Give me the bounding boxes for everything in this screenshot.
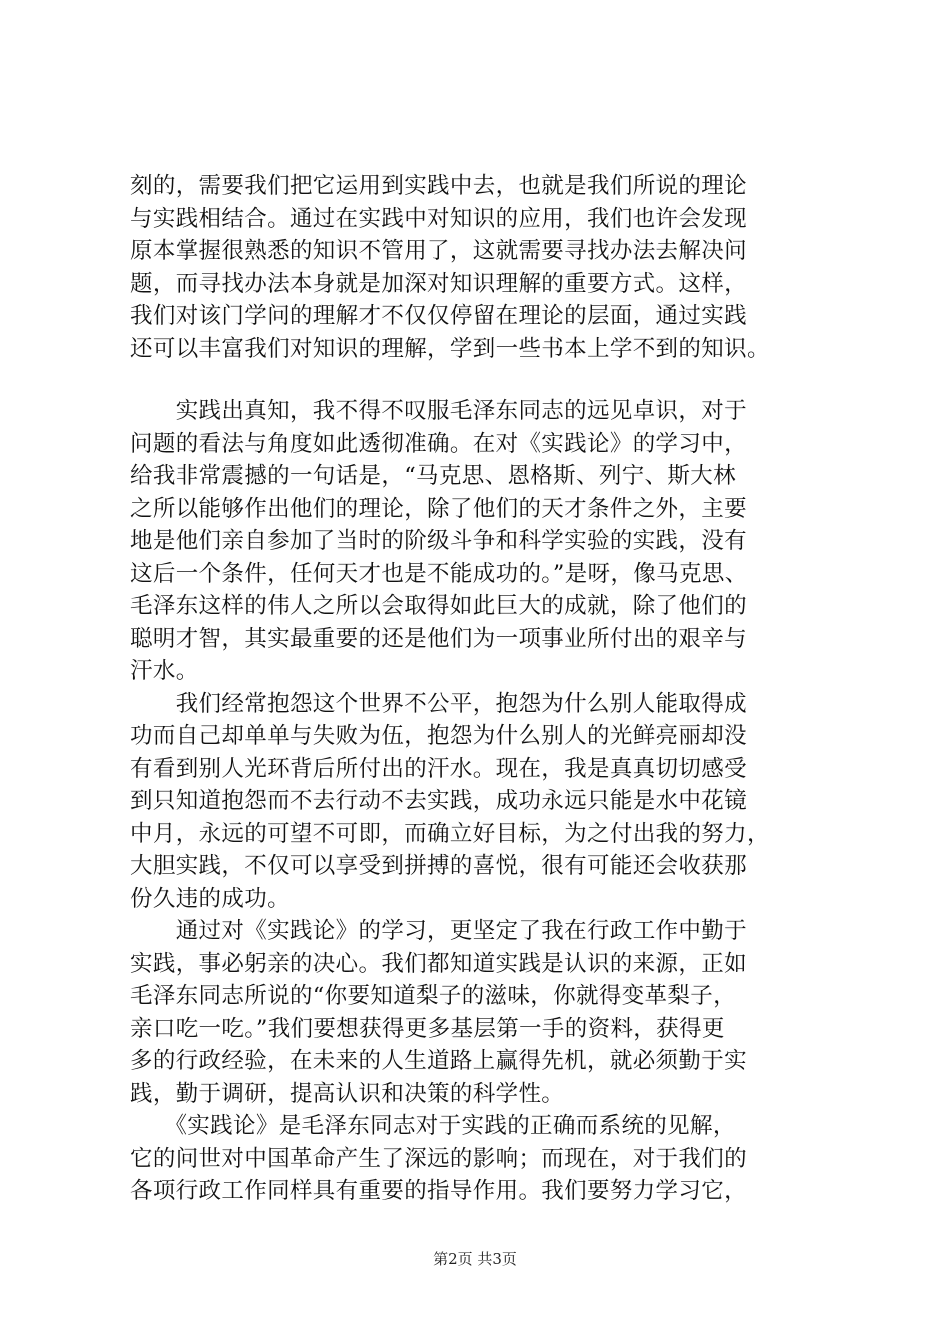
text-line: 到只知道抱怨而不去行动不去实践，成功永远只能是水中花镜 [130,788,747,814]
paragraph-spacer [130,365,830,395]
text-line: 与实践相结合。通过在实践中对知识的应用，我们也许会发现 [130,205,747,232]
text-line: 汗水。 [130,658,199,684]
text-line: 份久违的成功。 [130,885,290,912]
text-line: 实践出真知，我不得不叹服毛泽东同志的远见卓识，对于 [130,398,747,424]
text-line: 它的问世对中国革命产生了深远的影响；而现在，对于我们的 [130,1145,747,1172]
document-body [130,170,830,1208]
page-number-footer: 第2页 共3页 [433,1250,517,1268]
text-line: 地是他们亲自参加了当时的阶级斗争和科学实验的实践，没有 [130,528,747,554]
text-line: 亲口吃一吃。”我们要想获得更多基层第一手的资料，获得更 [130,1015,725,1042]
text-line: 还可以丰富我们对知识的理解，学到一些书本上学不到的知识。 [130,335,770,362]
text-line: 我们对该门学问的理解才不仅仅停留在理论的层面，通过实践 [130,303,747,329]
text-line: 通过对《实践论》的学习，更坚定了我在行政工作中勤于 [130,918,747,944]
text-line: 功而自己却单单与失败为伍，抱怨为什么别人的光鲜亮丽却没 [130,723,747,749]
text-line: 各项行政工作同样具有重要的指导作用。我们要努力学习它， [130,1178,747,1204]
text-line: 这后一个条件，任何天才也是不能成功的。”是呀，像马克思、 [130,560,748,587]
paragraph [130,170,830,365]
text-line: 大胆实践，不仅可以享受到拼搏的喜悦，很有可能还会收获那 [130,853,747,879]
text-line: 之所以能够作出他们的理论，除了他们的天才条件之外，主要 [130,495,747,522]
text-line: 我们经常抱怨这个世界不公平，抱怨为什么别人能取得成 [130,690,747,717]
text-line: 问题的看法与角度如此透彻准确。在对《实践论》的学习中， [130,430,747,457]
text-line: 《实践论》是毛泽东同志对于实践的正确而系统的见解， [130,1113,736,1139]
text-line: 中月，永远的可望不可即，而确立好目标，为之付出我的努力， [130,820,770,847]
paragraph [130,1110,830,1208]
paragraph [130,915,830,1110]
text-line: 践，勤于调研，提高认识和决策的科学性。 [130,1080,565,1107]
text-line: 毛泽东同志所说的“你要知道梨子的滋味，你就得变革梨子， [130,983,736,1009]
text-line: 实践，事必躬亲的决心。我们都知道实践是认识的来源，正如 [130,950,747,977]
text-line: 刻的，需要我们把它运用到实践中去，也就是我们所说的理论 [130,173,747,199]
text-line: 聪明才智，其实最重要的还是他们为一项事业所付出的艰辛与 [130,625,747,652]
text-line: 有看到别人光环背后所付出的汗水。现在，我是真真切切感受 [130,755,747,782]
text-line: 毛泽东这样的伟人之所以会取得如此巨大的成就，除了他们的 [130,593,747,619]
text-line: 题，而寻找办法本身就是加深对知识理解的重要方式。这样， [130,270,747,297]
text-line: 多的行政经验，在未来的人生道路上赢得先机，就必须勤于实 [130,1048,747,1074]
text-line: 给我非常震撼的一句话是，“马克思、恩格斯、列宁、斯大林 [130,463,736,489]
text-line: 原本掌握很熟悉的知识不管用了，这就需要寻找办法去解决问 [130,238,747,264]
paragraph [130,395,830,688]
paragraph [130,688,830,916]
